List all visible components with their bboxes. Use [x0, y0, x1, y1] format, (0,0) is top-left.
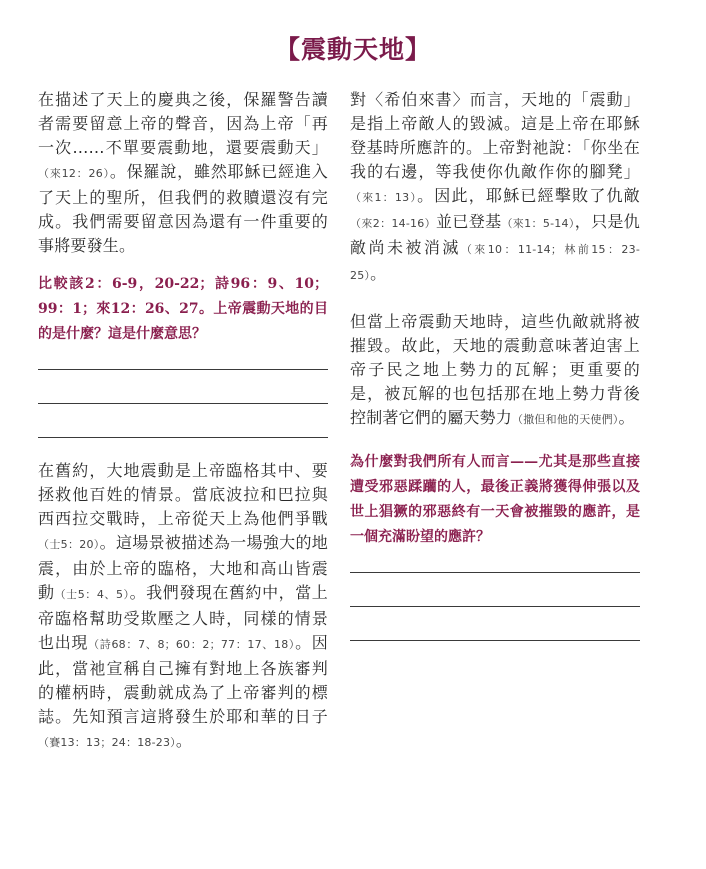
text: 。	[370, 264, 387, 283]
page-title: 【震動天地】	[274, 35, 431, 64]
left-paragraph-2	[38, 459, 328, 755]
answer-line[interactable]	[38, 437, 328, 438]
scripture-ref: （撒但和他的天使們）	[512, 413, 619, 426]
answer-line[interactable]	[350, 606, 640, 607]
left-study-question: 比較該2：6-9，20-22；詩96：9、10；99：1；來12：26、27。上帝震動天地的目的是什麼？這是什麼意思？	[38, 276, 328, 342]
scripture-ref: （來2：14-16）	[350, 217, 436, 230]
scripture-ref: （士5：20）	[38, 538, 100, 551]
text: 。我們發現在舊約中，當上帝臨格幫助受欺壓之人時，同樣的情景也出現	[38, 583, 328, 652]
right-study-question: 為什麼對我們所有人而言——尤其是那些直接遭受邪惡蹂躪的人，最後正義將獲得伸張以及世上猖獗的邪惡終有一天會被摧毀的應許，是一個充滿盼望的應許？	[350, 454, 640, 545]
text: 在描述了天上的慶典之後，保羅警告讀者需要留意上帝的聲音，因為上帝「再一次……不單要震動地，還要震動天」	[38, 90, 328, 157]
text: 。	[618, 408, 635, 427]
scripture-ref: （來1：5-14）	[501, 217, 575, 230]
text: 。這場景被描述為一場強大的地震，由於上帝的臨格，大地和高山皆震動	[38, 533, 328, 602]
scripture-ref: （來10：11-14；林前15：23-25）	[350, 243, 640, 282]
left-answer-lines	[38, 369, 328, 438]
right-column	[350, 88, 640, 674]
left-column	[38, 88, 328, 755]
answer-line[interactable]	[350, 640, 640, 641]
text: 但當上帝震動天地時，這些仇敵就將被摧毀。故此，天地的震動意味著迫害上帝子民之地上勢力的瓦解；更重要的是，被瓦解的也包括那在地上勢力背後控制著它們的屬天勢力	[350, 312, 640, 427]
answer-line[interactable]	[38, 369, 328, 370]
scripture-ref: （士5：4、5）	[54, 588, 130, 601]
scripture-ref: （賽13：13；24：18-23）	[38, 736, 176, 749]
text: ，只是仇敵尚未被消滅	[350, 212, 640, 257]
text: 在舊約，大地震動是上帝臨格其中、要拯救他百姓的情景。當底波拉和巴拉與西西拉交戰時，上帝從天上為他們爭戰	[38, 461, 328, 528]
text: 。因此，耶穌已經擊敗了仇敵	[417, 186, 640, 205]
text: 並已登基	[435, 212, 502, 231]
answer-line[interactable]	[350, 572, 640, 573]
text: 對〈希伯來書〉而言，天地的「震動」是指上帝敵人的毀滅。這是上帝在耶穌登基時所應許的。上帝對祂說：「你坐在我的右邊，等我使你仇敵作你的腳凳」	[350, 90, 640, 181]
scripture-ref: （來1：13）	[350, 191, 418, 204]
right-paragraph-2	[350, 310, 640, 432]
right-paragraph-1	[350, 88, 640, 288]
scripture-ref: （詩68：7、8；60：2；77：17、18）	[88, 638, 296, 651]
text: 。因此，當祂宣稱自己擁有對地上各族審判的權柄時，震動就成為了上帝審判的標誌。先知預言這將發生於耶和華的日子	[38, 633, 328, 726]
text: 。	[175, 731, 193, 750]
text: 。保羅說，雖然耶穌已經進入了天上的聖所，但我們的救贖還沒有完成。我們需要留意因為還有一件重要的事將要發生。	[38, 162, 328, 255]
left-paragraph-1	[38, 88, 328, 258]
scripture-ref: （來12：26）	[38, 167, 110, 180]
right-answer-lines	[350, 572, 640, 641]
answer-line[interactable]	[38, 403, 328, 404]
